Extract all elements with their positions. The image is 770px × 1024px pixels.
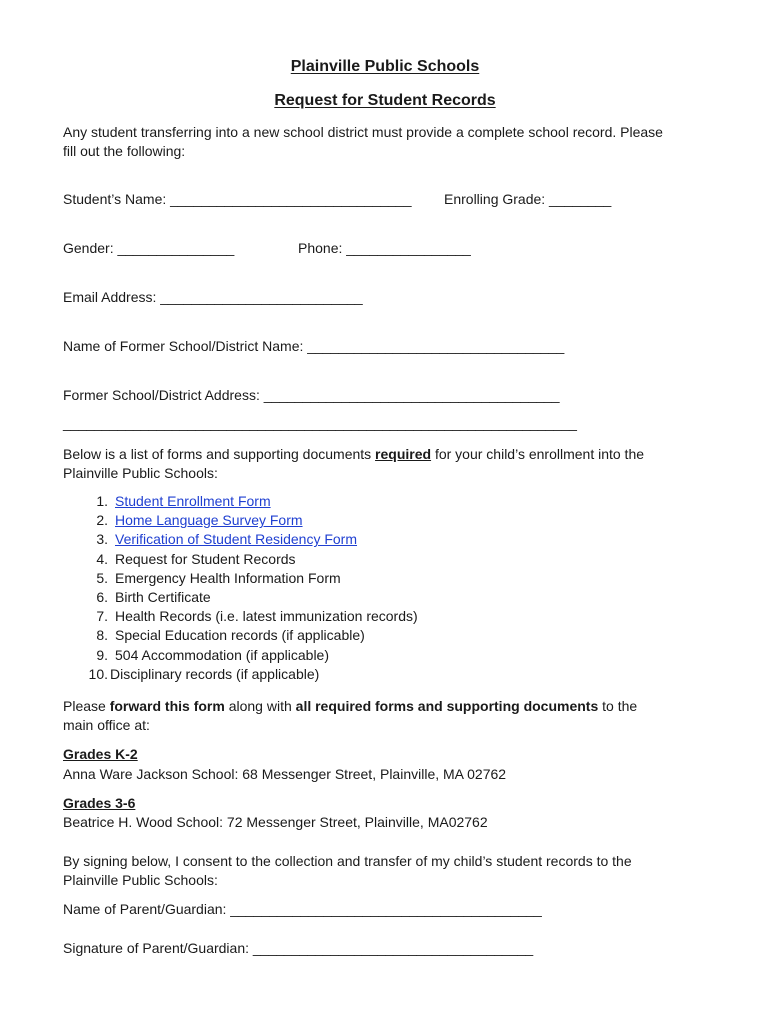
residency-verification-form-link[interactable]: Verification of Student Residency Form xyxy=(115,531,358,548)
list-item xyxy=(63,665,418,684)
list-item xyxy=(63,588,418,607)
intro-line-1: Any student transferring into a new school district must provide a complete school record. Please xyxy=(63,124,663,140)
school-name-heading: Plainville Public Schools xyxy=(290,58,480,75)
grades-3-6-heading: Grades 3-6 xyxy=(63,795,136,811)
required-documents-list xyxy=(63,492,418,684)
list-item xyxy=(63,550,418,569)
forward-instructions-line-2: main office at: xyxy=(63,717,150,733)
requirements-line-2: Plainville Public Schools: xyxy=(63,465,218,481)
forward-text-2: along with xyxy=(224,698,296,714)
form-title-heading: Request for Student Records xyxy=(274,92,496,109)
consent-line-2: Plainville Public Schools: xyxy=(63,872,218,888)
former-school-address-line-2[interactable]: __________________________________________________________________ xyxy=(63,415,577,431)
list-item-number: 2. xyxy=(96,512,108,529)
requirements-line-1 xyxy=(63,445,644,463)
enrolling-grade-field[interactable]: Enrolling Grade: ________ xyxy=(444,191,612,207)
list-item-number: 10. xyxy=(88,665,108,682)
list-item xyxy=(63,607,418,626)
forward-emphasis-2: all required forms and supporting documents xyxy=(295,698,599,714)
list-item[interactable] xyxy=(63,511,418,530)
list-item-label: Emergency Health Information Form xyxy=(115,569,341,586)
email-field[interactable]: Email Address: __________________________ xyxy=(63,289,363,305)
parent-name-field[interactable]: Name of Parent/Guardian: ________________________________________ xyxy=(63,901,542,917)
forward-emphasis-1: forward this form xyxy=(109,698,225,714)
requirements-text-after: for your child’s enrollment into the xyxy=(431,446,645,462)
list-item[interactable] xyxy=(63,492,418,511)
former-school-name-field[interactable]: Name of Former School/District Name: _________________________________ xyxy=(63,338,565,354)
required-emphasis: required xyxy=(375,446,432,462)
list-item-number: 9. xyxy=(96,646,108,663)
former-school-address-field[interactable]: Former School/District Address: ______________________________________ xyxy=(63,387,560,403)
forward-text-3: to the xyxy=(598,698,638,714)
list-item-label: Special Education records (if applicable) xyxy=(115,627,365,644)
list-item-label: 504 Accommodation (if applicable) xyxy=(115,646,330,663)
list-item xyxy=(63,569,418,588)
list-item xyxy=(63,646,418,665)
phone-field[interactable]: Phone: ________________ xyxy=(298,240,471,256)
list-item-number: 5. xyxy=(96,569,108,586)
list-item-number: 7. xyxy=(96,608,108,625)
student-name-field[interactable]: Student’s Name: _______________________________ xyxy=(63,191,412,207)
list-item-label: Request for Student Records xyxy=(115,550,296,567)
requirements-text-before: Below is a list of forms and supporting documents xyxy=(63,446,376,462)
parent-signature-field[interactable]: Signature of Parent/Guardian: ____________________________________ xyxy=(63,940,534,956)
intro-line-2: fill out the following: xyxy=(63,143,186,159)
list-item-number: 4. xyxy=(96,550,108,567)
gender-field[interactable]: Gender: _______________ xyxy=(63,240,235,256)
list-item xyxy=(63,626,418,645)
grades-3-6-address: Beatrice H. Wood School: 72 Messenger Street, Plainville, MA02762 xyxy=(63,814,488,830)
grades-k2-address: Anna Ware Jackson School: 68 Messenger Street, Plainville, MA 02762 xyxy=(63,766,507,782)
list-item[interactable] xyxy=(63,530,418,549)
forward-instructions-line-1 xyxy=(63,697,637,715)
forward-text-1: Please xyxy=(63,698,110,714)
list-item-label: Birth Certificate xyxy=(115,588,211,605)
list-item-number: 8. xyxy=(96,627,108,644)
list-item-label: Disciplinary records (if applicable) xyxy=(110,665,320,682)
student-enrollment-form-link[interactable]: Student Enrollment Form xyxy=(115,493,271,509)
list-item-number: 3. xyxy=(96,531,108,548)
list-item-label: Health Records (i.e. latest immunization records) xyxy=(115,608,418,625)
list-item-number: 6. xyxy=(96,588,108,605)
consent-line-1: By signing below, I consent to the collection and transfer of my child’s student records to the xyxy=(63,853,632,869)
grades-k2-heading: Grades K-2 xyxy=(63,746,138,762)
list-item-number: 1. xyxy=(96,493,108,509)
home-language-survey-form-link[interactable]: Home Language Survey Form xyxy=(115,512,303,529)
